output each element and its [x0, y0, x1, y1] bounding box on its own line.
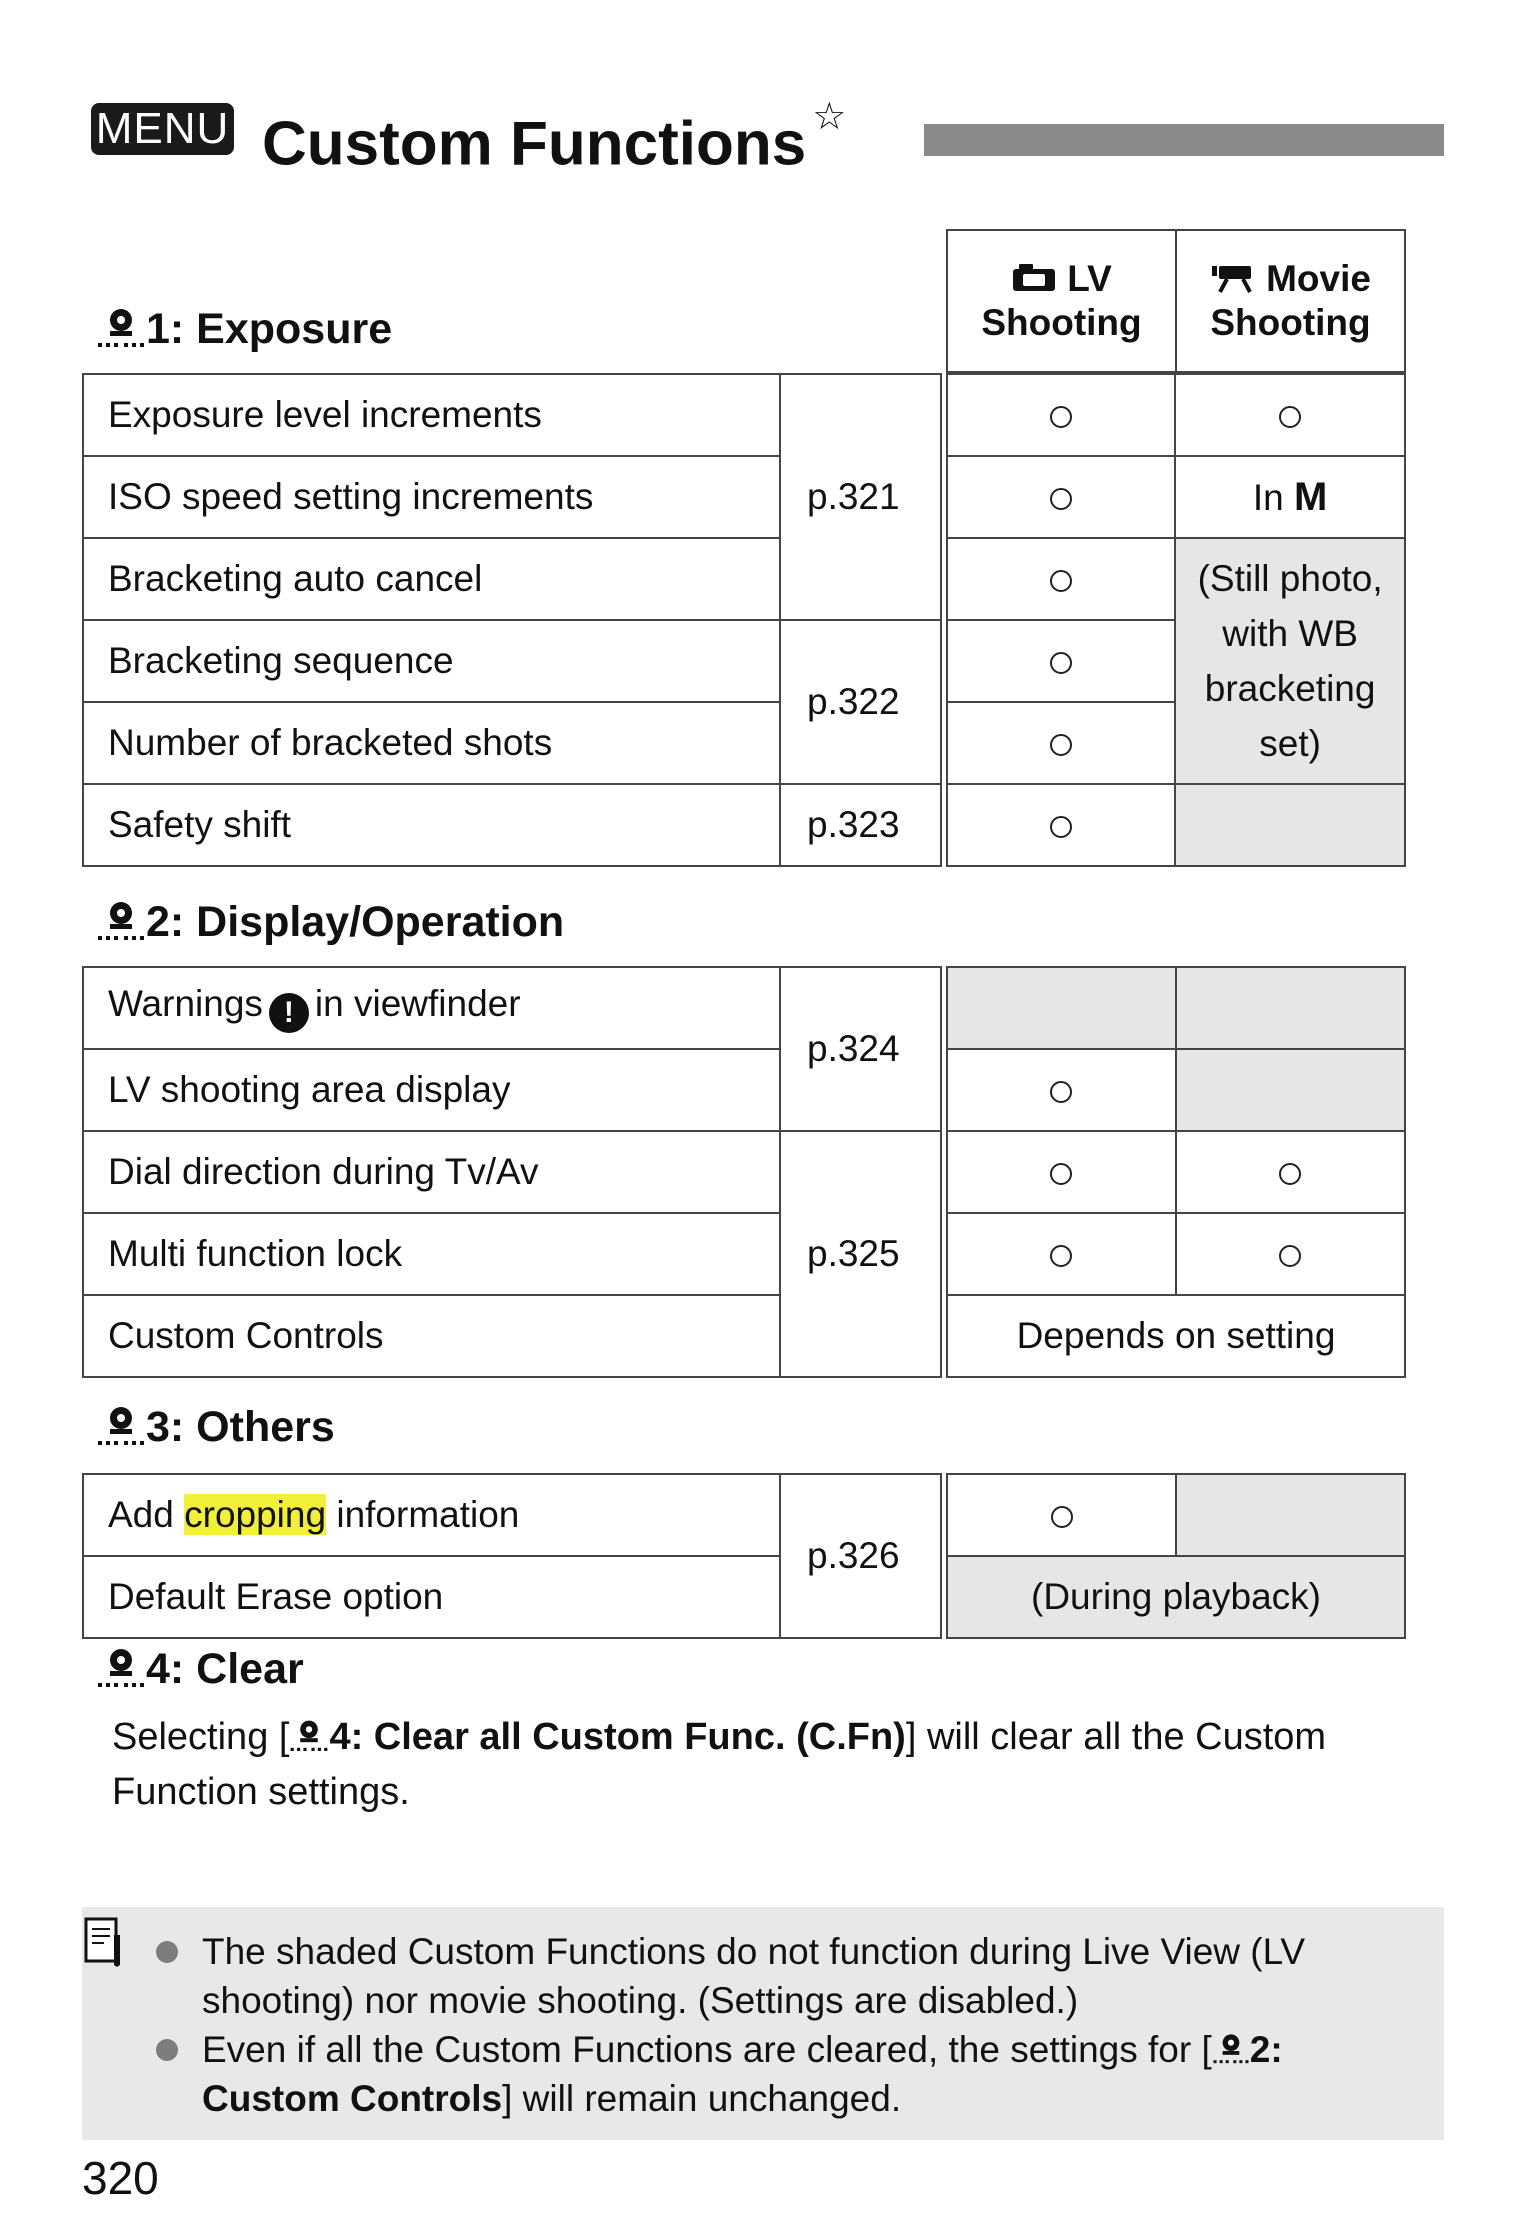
exposure-table-left — [82, 373, 942, 867]
section-exposure-title — [96, 303, 392, 355]
lv-cell — [947, 1474, 1176, 1556]
lv-header-line2: Shooting — [981, 302, 1142, 343]
display-table-left — [82, 966, 942, 1378]
available-circle-icon — [1279, 1163, 1301, 1185]
title-rule — [924, 124, 1444, 156]
clear-text-line2: Function settings. — [112, 1771, 410, 1813]
movie-camera-icon — [1210, 263, 1256, 293]
note-1-line-1: The shaded Custom Functions do not function during Live View (LV — [202, 1931, 1306, 1972]
movie-cell — [1175, 784, 1405, 866]
table-row-name: Default Erase option — [83, 1556, 780, 1638]
movie-cell — [1176, 1049, 1405, 1131]
movie-cell — [1175, 374, 1405, 456]
page-number: 320 — [82, 2152, 159, 2204]
table-row-name: Safety shift — [83, 784, 780, 866]
lv-cell — [947, 1213, 1176, 1295]
page-ref: p.325 — [780, 1131, 941, 1377]
title-text: Custom Functions — [262, 109, 807, 179]
movie-iso-label: In — [1252, 476, 1284, 518]
table-row-name: Custom Controls — [83, 1295, 780, 1377]
menu-badge: MENU — [91, 103, 234, 155]
lv-header-line1: LV — [1067, 258, 1112, 299]
custom-function-icon — [96, 1403, 146, 1447]
custom-function-icon — [96, 898, 146, 942]
lv-cell — [947, 784, 1175, 866]
star-icon: ☆ — [812, 96, 847, 138]
movie-cell — [1176, 1474, 1405, 1556]
bullet-icon — [156, 1941, 178, 1963]
viewfinder-label: in viewfinder — [314, 983, 521, 1024]
memo-icon — [84, 1915, 124, 1967]
column-headers — [946, 229, 1406, 373]
information-label: information — [336, 1494, 520, 1535]
clear-text-bold: 4: Clear all Custom Func. (C.Fn) — [329, 1716, 906, 1758]
lv-cell — [947, 1049, 1176, 1131]
lv-cell — [947, 1131, 1176, 1213]
section-others-title — [96, 1401, 335, 1453]
lv-cell — [947, 702, 1175, 784]
movie-note-cell — [1175, 538, 1405, 784]
section-others-label: 3: Others — [146, 1403, 335, 1451]
available-circle-icon — [1050, 488, 1072, 510]
note-1-line-2: shooting) nor movie shooting. (Settings are disabled.) — [202, 1980, 1079, 2021]
available-circle-icon — [1279, 406, 1301, 428]
note-2-line-2 — [202, 2074, 901, 2123]
table-row-name — [83, 967, 780, 1049]
manual-mode-icon: M — [1294, 474, 1328, 519]
page-ref: p.322 — [780, 620, 941, 784]
bullet-icon — [156, 2039, 178, 2061]
note-2-line-1 — [202, 2025, 1283, 2074]
lv-header — [947, 230, 1176, 372]
custom-function-icon — [96, 305, 146, 349]
section-clear-label: 4: Clear — [146, 1645, 304, 1693]
custom-controls-bold: Custom Controls — [202, 2078, 503, 2119]
exposure-table-right — [946, 373, 1406, 867]
custom-function-icon — [289, 1717, 329, 1753]
section-display-title — [96, 896, 564, 948]
lv-cell — [947, 967, 1176, 1049]
table-row-name: Exposure level increments — [83, 374, 780, 456]
clear-text-pre: Selecting [ — [112, 1716, 290, 1758]
movie-note: (Still photo, with WB bracketing set) — [1197, 558, 1383, 764]
clear-text-post: ] will clear all the Custom — [905, 1716, 1327, 1758]
page-ref: p.321 — [780, 374, 941, 620]
available-circle-icon — [1050, 1081, 1072, 1103]
available-circle-icon — [1050, 1163, 1072, 1185]
lv-cell — [947, 538, 1175, 620]
available-circle-icon — [1050, 406, 1072, 428]
others-table-right — [946, 1473, 1406, 1639]
section-clear-title — [96, 1643, 304, 1695]
custom-function-icon — [1212, 2031, 1250, 2065]
table-row-name: LV shooting area display — [83, 1049, 780, 1131]
page-title — [262, 93, 846, 183]
page-ref: p.324 — [780, 967, 941, 1131]
lv-cell — [947, 456, 1175, 538]
table-row-name: Multi function lock — [83, 1213, 780, 1295]
custom-function-icon — [96, 1645, 146, 1689]
available-circle-icon — [1050, 570, 1072, 592]
movie-header — [1176, 230, 1405, 372]
available-circle-icon — [1050, 652, 1072, 674]
table-row-name: Dial direction during Tv/Av — [83, 1131, 780, 1213]
note-2-post: ] will remain unchanged. — [502, 2078, 902, 2119]
clear-description — [112, 1710, 1412, 1820]
page-ref: p.326 — [780, 1474, 941, 1638]
movie-header-line1: Movie — [1266, 258, 1371, 299]
add-label: Add — [108, 1494, 174, 1535]
available-circle-icon — [1051, 1506, 1073, 1528]
display-table-right — [946, 966, 1406, 1378]
highlighted-word: cropping — [184, 1494, 327, 1535]
movie-cell — [1176, 1131, 1405, 1213]
note-2-bold: 2: — [1249, 2029, 1283, 2070]
depends-cell: Depends on setting — [947, 1295, 1405, 1377]
available-circle-icon — [1050, 1245, 1072, 1267]
available-circle-icon — [1050, 734, 1072, 756]
camera-icon — [1011, 263, 1057, 293]
table-row-name — [83, 1474, 780, 1556]
section-exposure-label: 1: Exposure — [146, 305, 393, 353]
section-display-label: 2: Display/Operation — [146, 898, 565, 946]
page-ref: p.323 — [780, 784, 941, 866]
movie-cell — [1176, 1213, 1405, 1295]
available-circle-icon — [1279, 1245, 1301, 1267]
note-2-text: Even if all the Custom Functions are cleared, the settings for [ — [202, 2029, 1212, 2070]
table-row-name: ISO speed setting increments — [83, 456, 780, 538]
others-table-left — [82, 1473, 942, 1639]
table-row-name: Bracketing auto cancel — [83, 538, 780, 620]
movie-cell — [1175, 456, 1405, 538]
lv-cell — [947, 620, 1175, 702]
movie-header-line2: Shooting — [1210, 302, 1371, 343]
movie-cell — [1176, 967, 1405, 1049]
lv-cell — [947, 374, 1175, 456]
warnings-label: Warnings — [108, 983, 263, 1024]
table-row-name: Number of bracketed shots — [83, 702, 780, 784]
table-row-name: Bracketing sequence — [83, 620, 780, 702]
playback-cell: (During playback) — [947, 1556, 1405, 1638]
notes-box — [82, 1907, 1444, 2140]
available-circle-icon — [1050, 816, 1072, 838]
warning-icon: ! — [269, 993, 309, 1033]
